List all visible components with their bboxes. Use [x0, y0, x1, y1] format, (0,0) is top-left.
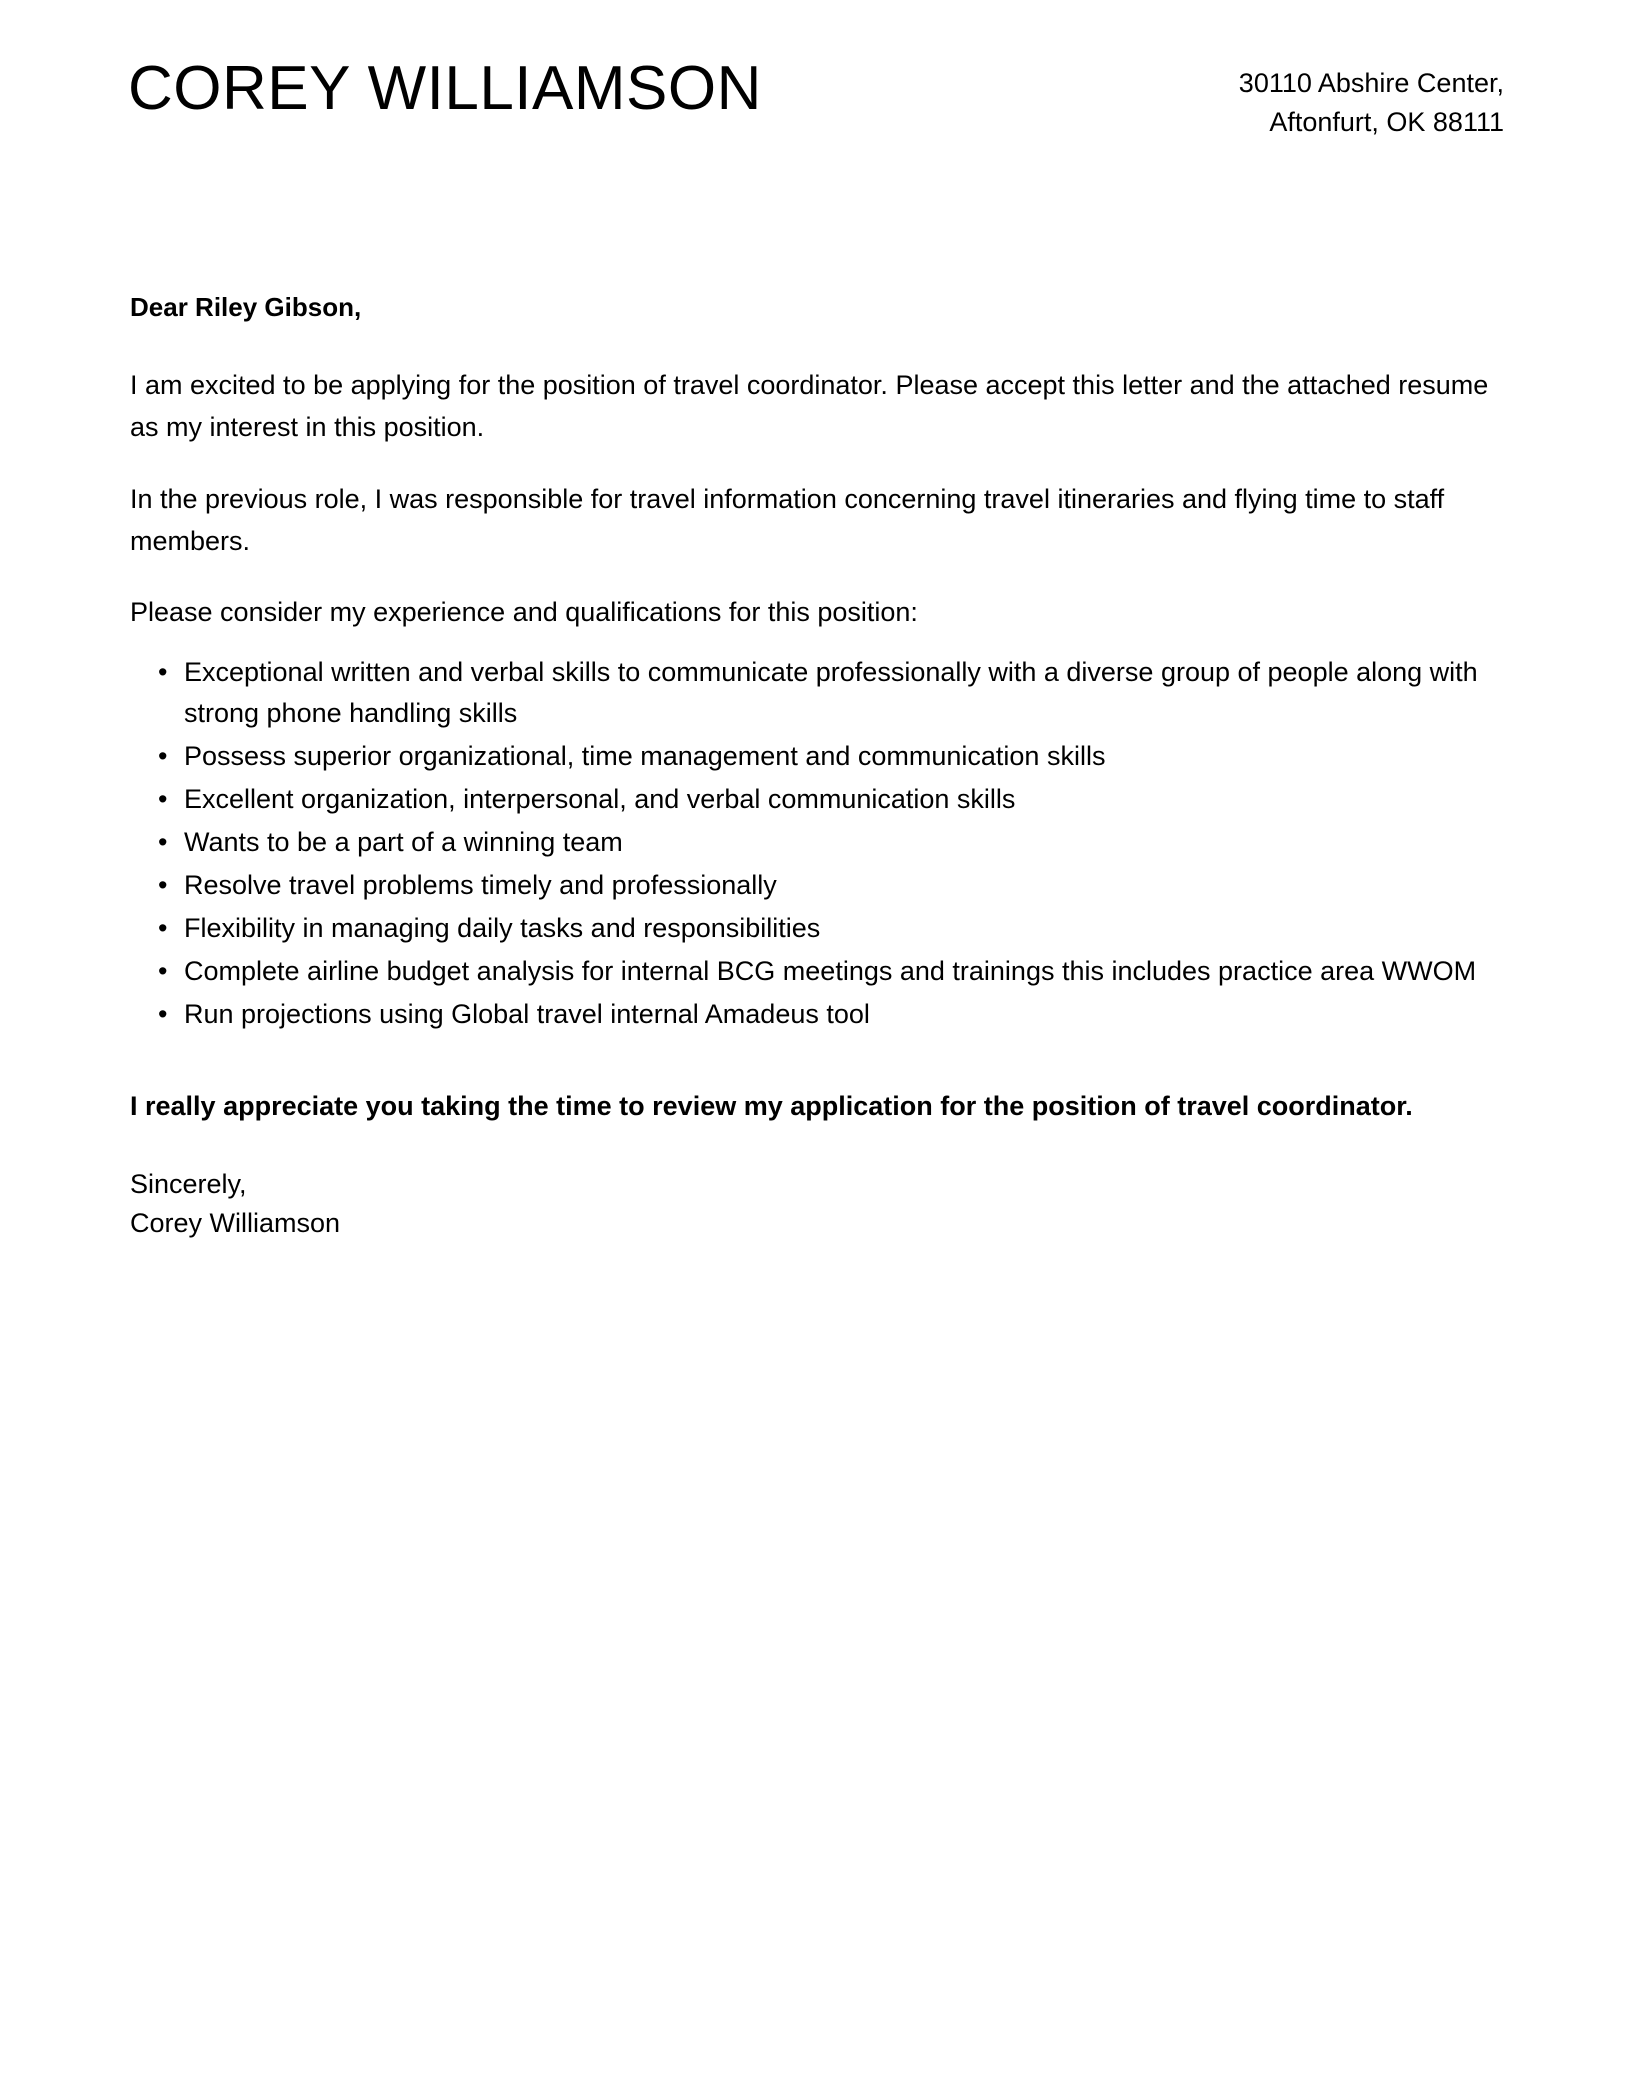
address-line-city-state-zip: Aftonfurt, OK 88111 [1269, 107, 1504, 138]
list-item: • Run projections using Global travel internal Amadeus tool [130, 994, 1502, 1035]
letter-header [128, 56, 1504, 142]
signoff: Sincerely, [130, 1169, 247, 1200]
letter-body [130, 288, 1502, 1244]
closing-statement: I really appreciate you taking the time to review my application for the position of travel coordinator. [130, 1090, 1413, 1121]
signature-name: Corey Williamson [130, 1208, 341, 1239]
paragraph-intro: I am excited to be applying for the position of travel coordinator. Please accept this letter and the attached resume as my interest in this position. [130, 370, 1489, 442]
qualifications-list [130, 652, 1502, 1035]
applicant-name: COREY WILLIAMSON [128, 54, 762, 123]
salutation: Dear Riley Gibson, [130, 292, 362, 322]
list-item: • Flexibility in managing daily tasks and responsibilities [130, 908, 1502, 949]
sender-address-block [1239, 56, 1504, 142]
qualifications-intro: Please consider my experience and qualifications for this position: [130, 597, 918, 628]
list-item: • Complete airline budget analysis for internal BCG meetings and trainings this includes practice area WWOM [130, 951, 1502, 992]
paragraph-experience: In the previous role, I was responsible for travel information concerning travel itineraries and flying time to staff members. [130, 483, 1445, 556]
list-item: • Wants to be a part of a winning team [130, 822, 1502, 863]
list-item: • Excellent organization, interpersonal, and verbal communication skills [130, 779, 1502, 820]
list-item: • Resolve travel problems timely and professionally [130, 865, 1502, 906]
list-item: • Possess superior organizational, time management and communication skills [130, 736, 1502, 777]
list-item: • Exceptional written and verbal skills to communicate professionally with a diverse group of people along with strong phone handling skills [130, 652, 1502, 734]
address-line-street: 30110 Abshire Center, [1238, 68, 1504, 98]
signature-block [130, 1165, 1502, 1243]
